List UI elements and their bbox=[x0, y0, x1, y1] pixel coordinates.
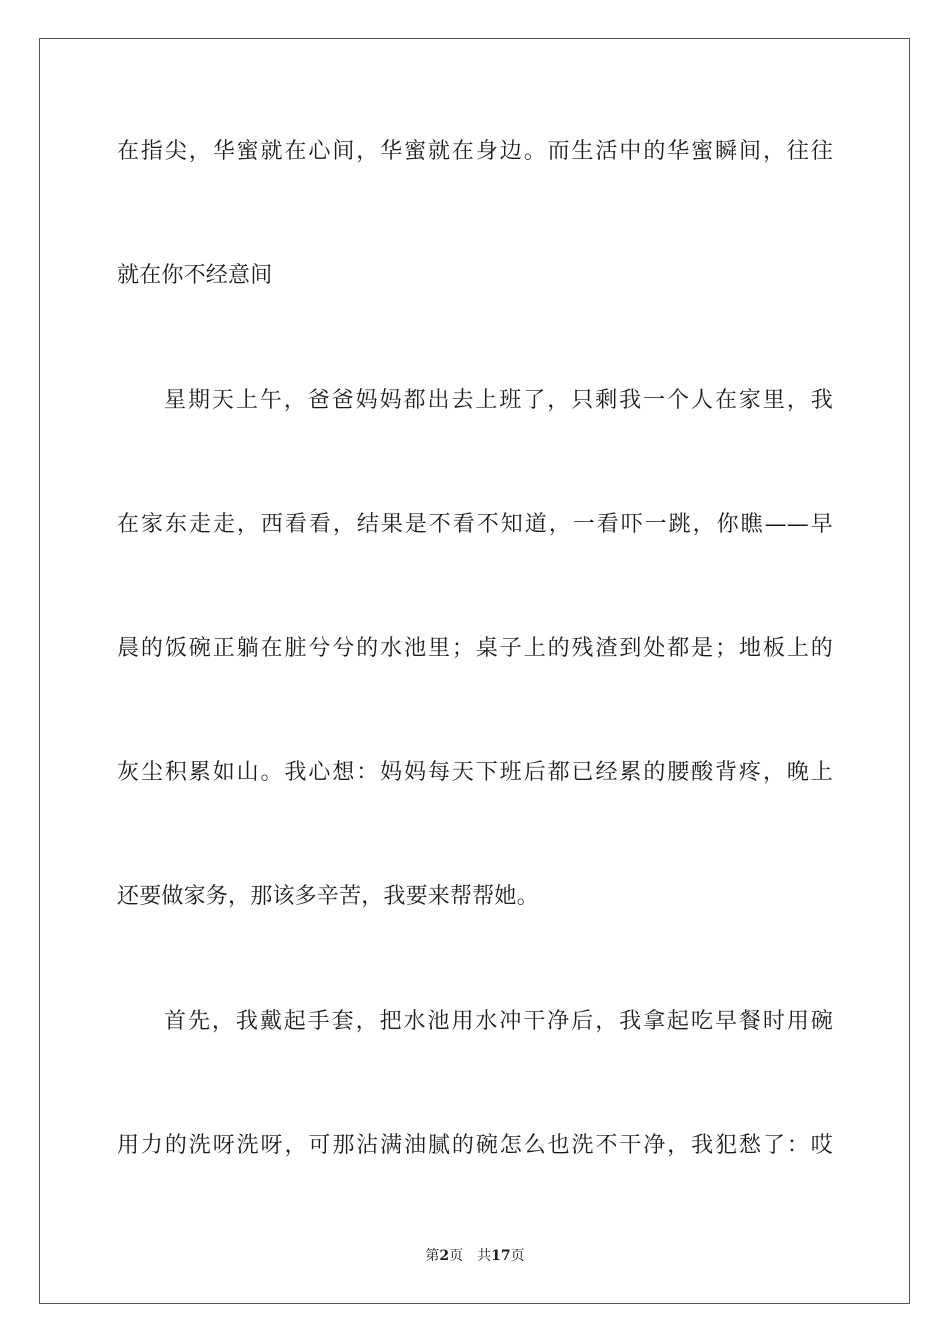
text-line: 还要做家务，那该多辛苦，我要来帮帮她。 bbox=[117, 884, 539, 909]
total-suffix: 页 bbox=[510, 1248, 525, 1264]
page-prefix: 第 bbox=[425, 1248, 440, 1264]
text-line: 灰尘积累如山。我心想：妈妈每天下班后都已经累的腰酸背疼，晚上 bbox=[117, 760, 833, 785]
text-line: 在家东走走，西看看，结果是不看不知道，一看吓一跳，你瞧——早 bbox=[117, 512, 833, 537]
text-line: 在指尖，华蜜就在心间，华蜜就在身边。而生活中的华蜜瞬间，往往 bbox=[117, 139, 833, 164]
text-line: 用力的洗呀洗呀，可那沾满油腻的碗怎么也洗不干净，我犯愁了：哎 bbox=[117, 1133, 833, 1158]
text-line: 星期天上午，爸爸妈妈都出去上班了，只剩我一个人在家里，我 bbox=[164, 388, 833, 413]
page-footer bbox=[0, 1246, 950, 1266]
text-line: 首先，我戴起手套，把水池用水冲干净后，我拿起吃早餐时用碗 bbox=[164, 1009, 833, 1034]
page-suffix: 页 bbox=[449, 1248, 464, 1264]
text-line: 晨的饭碗正躺在脏兮兮的水池里；桌子上的残渣到处都是；地板上的 bbox=[117, 636, 833, 661]
page-border bbox=[39, 38, 910, 1304]
total-pages: 17 bbox=[491, 1248, 511, 1264]
total-prefix: 共 bbox=[477, 1248, 492, 1264]
page-number: 2 bbox=[439, 1248, 450, 1264]
text-line: 就在你不经意间 bbox=[117, 263, 273, 288]
